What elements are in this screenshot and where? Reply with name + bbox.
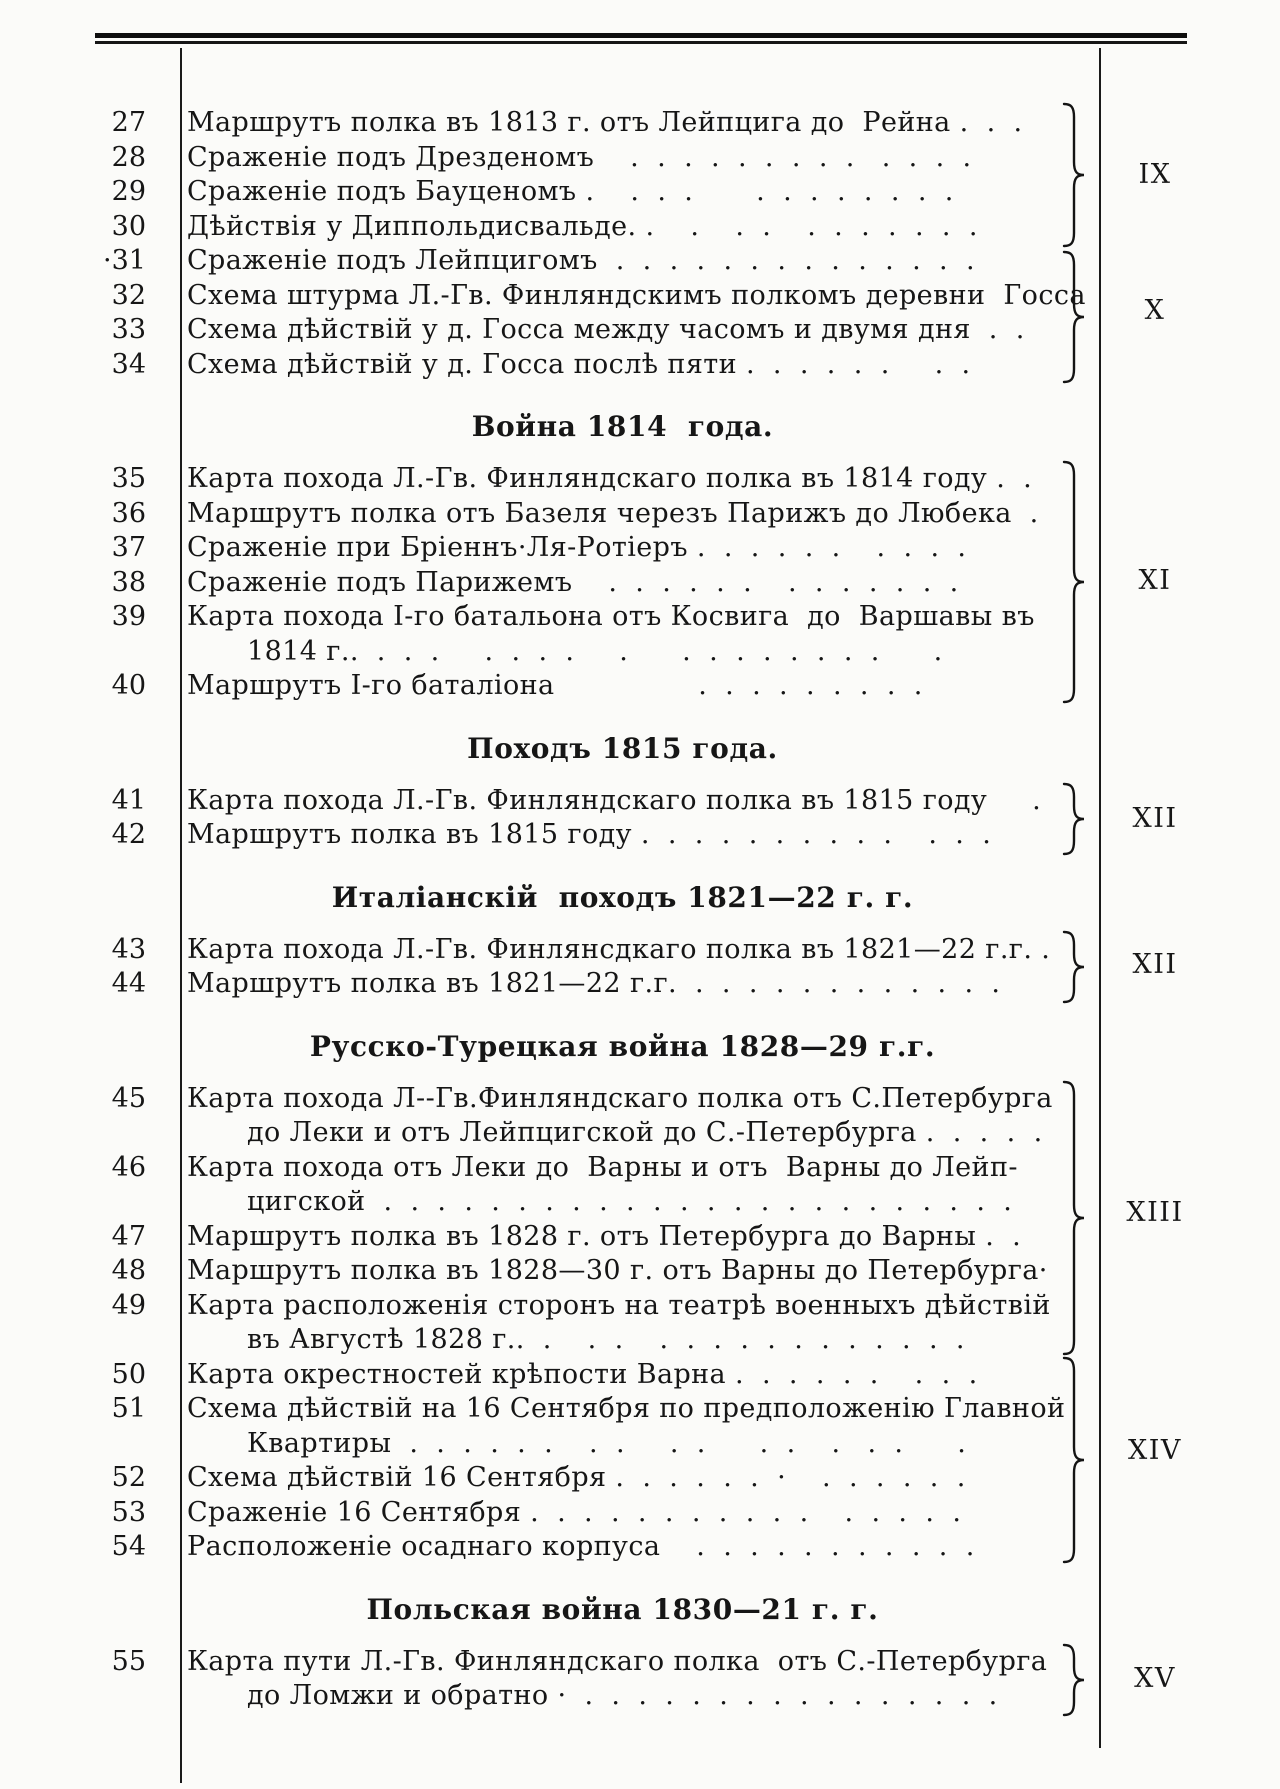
group-brace-ix bbox=[1060, 102, 1086, 248]
toc-entry-text: Дѣйствія у Диппольдисвальде. . . . . . . . . . . . bbox=[187, 211, 978, 242]
toc-row bbox=[0, 1083, 1280, 1117]
toc-entry-text: Сраженіе подъ Бауценомъ . . . . . . . . . . . . bbox=[187, 176, 954, 207]
toc-row bbox=[0, 142, 1280, 176]
top-double-rule-upper bbox=[95, 33, 1187, 38]
toc-entry-text: Маршрутъ полка въ 1813 г. отъ Лейпцига до Рейна . . . bbox=[187, 107, 1023, 138]
toc-row bbox=[0, 1359, 1280, 1393]
toc-row bbox=[0, 1221, 1280, 1255]
toc-row bbox=[0, 280, 1280, 314]
toc-row bbox=[0, 349, 1280, 383]
toc-entry-text: Расположеніе осаднаго корпуса . . . . . . . . . . . bbox=[187, 1531, 975, 1562]
toc-entry-text: Сраженіе при Бріеннъ·Ля-Ротіеръ . . . . . . . . . . bbox=[187, 532, 967, 563]
plate-number: 27 bbox=[111, 107, 146, 138]
plate-number: 35 bbox=[111, 463, 146, 494]
plate-number: 40 bbox=[111, 670, 146, 701]
toc-entry-text: Маршрутъ полка отъ Базеля черезъ Парижъ до Любека . bbox=[187, 498, 1039, 529]
toc-entry-text: Маршрутъ полка въ 1821—22 г.г. . . . . . . . . . . . . bbox=[187, 968, 1001, 999]
toc-entry-text: Карта похода отъ Леки до Варны и отъ Варны до Лейп- bbox=[187, 1152, 1018, 1183]
page-roman-numeral: XI bbox=[1138, 565, 1172, 596]
plate-number: 32 bbox=[111, 280, 146, 311]
group-brace-xii-2 bbox=[1060, 930, 1086, 1004]
toc-entry-text: Схема дѣйствій у д. Госса послѣ пяти . . . . . . . . bbox=[187, 349, 971, 380]
toc-row bbox=[0, 245, 1280, 279]
toc-row bbox=[0, 1497, 1280, 1531]
toc-row bbox=[0, 1290, 1280, 1324]
toc-row bbox=[0, 1117, 1280, 1151]
toc-entry-text: Маршрутъ полка въ 1828—30 г. отъ Варны до Петербурга· bbox=[187, 1255, 1048, 1286]
group-brace-xiv bbox=[1060, 1356, 1086, 1564]
toc-entry-text: Карта расположенія сторонъ на театрѣ военныхъ дѣйствій bbox=[187, 1290, 1051, 1321]
toc-row bbox=[0, 176, 1280, 210]
plate-number: 48 bbox=[111, 1255, 146, 1286]
plate-number: 30 bbox=[111, 211, 146, 242]
page-roman-numeral: XIV bbox=[1128, 1435, 1182, 1466]
plate-number: 52 bbox=[111, 1462, 146, 1493]
group-brace-xi bbox=[1060, 460, 1086, 704]
toc-row bbox=[0, 601, 1280, 635]
toc-entry-text: Карта похода Л.-Гв. Финляндскаго полка въ 1815 году . bbox=[187, 785, 1042, 816]
toc-row bbox=[0, 1462, 1280, 1496]
toc-row bbox=[0, 1646, 1280, 1680]
toc-entry-text: Карта окрестностей крѣпости Варна . . . . . . . . . bbox=[187, 1359, 978, 1390]
plate-number: 33 bbox=[111, 314, 146, 345]
toc-row bbox=[0, 1531, 1280, 1565]
toc-entry-text: Сраженіе подъ Лейпцигомъ . . . . . . . . . . . . . . bbox=[187, 245, 975, 276]
plate-number: 38 bbox=[111, 567, 146, 598]
toc-entry-text: Маршрутъ I-го баталіона . . . . . . . . . bbox=[187, 670, 923, 701]
plate-number: 34 bbox=[111, 349, 146, 380]
toc-entry-text: Сраженіе подъ Дрезденомъ . . . . . . . . . . . . . bbox=[187, 142, 972, 173]
toc-entry-text: Схема штурма Л.-Гв. Финляндскимъ полкомъ деревни Госса bbox=[187, 280, 1086, 311]
page-roman-numeral: XII bbox=[1132, 803, 1178, 834]
plate-number: 45 bbox=[111, 1083, 146, 1114]
toc-entry-text: Карта похода Л--Гв.Финляндскаго полка отъ С.Петербурга bbox=[187, 1083, 1053, 1114]
toc-row bbox=[0, 1428, 1280, 1462]
toc-entry-text: цигской . . . . . . . . . . . . . . . . . . . . . . . . bbox=[247, 1186, 1013, 1217]
page-roman-numeral: XV bbox=[1134, 1663, 1176, 1694]
toc-row bbox=[0, 670, 1280, 704]
plate-number: ·31 bbox=[103, 245, 146, 276]
toc-row bbox=[0, 1680, 1280, 1714]
toc-row bbox=[0, 636, 1280, 670]
toc-row bbox=[0, 498, 1280, 532]
plate-number: 37 bbox=[111, 532, 146, 563]
toc-row bbox=[0, 463, 1280, 497]
toc-row bbox=[0, 785, 1280, 819]
toc-row bbox=[0, 1255, 1280, 1289]
section-heading: Походъ 1815 года. bbox=[467, 732, 778, 765]
toc-entry-text: Карта похода I-го батальона отъ Косвига до Варшавы въ bbox=[187, 601, 1035, 632]
plate-number: 51 bbox=[111, 1393, 146, 1424]
section-heading: Война 1814 года. bbox=[471, 410, 774, 443]
plate-number: 44 bbox=[111, 968, 146, 999]
toc-row bbox=[0, 1324, 1280, 1358]
top-double-rule-lower bbox=[95, 41, 1187, 44]
page-roman-numeral: IX bbox=[1138, 159, 1172, 190]
plate-number: 36 bbox=[111, 498, 146, 529]
toc-row bbox=[0, 314, 1280, 348]
plate-number: 39 bbox=[111, 601, 146, 632]
section-heading: Русско-Турецкая война 1828—29 г.г. bbox=[309, 1030, 936, 1063]
toc-entry-text: Карта похода Л.-Гв. Финляндскаго полка въ 1814 году . . bbox=[187, 463, 1033, 494]
toc-entry-text: Маршрутъ полка въ 1828 г. отъ Петербурга до Варны . . bbox=[187, 1221, 1022, 1252]
plate-number: 47 bbox=[111, 1221, 146, 1252]
group-brace-xv bbox=[1060, 1643, 1086, 1717]
toc-entry-text: Маршрутъ полка въ 1815 году . . . . . . . . . . . . . bbox=[187, 819, 992, 850]
toc-entry-text: Карта похода Л.-Гв. Финлянсдкаго полка въ 1821—22 г.г. . bbox=[187, 934, 1051, 965]
toc-row bbox=[0, 107, 1280, 141]
group-brace-xii bbox=[1060, 782, 1086, 856]
toc-entry-text: Квартиры . . . . . . . . . . . . . . . . bbox=[247, 1428, 967, 1459]
toc-entry-text: до Леки и отъ Лейпцигской до С.-Петербурга . . . . . bbox=[247, 1117, 1043, 1148]
section-heading: Италіанскій походъ 1821—22 г. г. bbox=[331, 881, 914, 914]
plate-number: 41 bbox=[111, 785, 146, 816]
toc-row bbox=[0, 567, 1280, 601]
plate-number: 28 bbox=[111, 142, 146, 173]
plate-number: 53 bbox=[111, 1497, 146, 1528]
toc-row bbox=[0, 819, 1280, 853]
page-roman-numeral: XII bbox=[1132, 949, 1178, 980]
toc-row bbox=[0, 1152, 1280, 1186]
page-roman-numeral: X bbox=[1144, 295, 1166, 326]
toc-entry-text: въ Августѣ 1828 г.. . . . . . . . . . . . . . . . bbox=[247, 1324, 965, 1355]
plate-number: 42 bbox=[111, 819, 146, 850]
plate-number: 54 bbox=[111, 1531, 146, 1562]
group-brace-xiii bbox=[1060, 1080, 1086, 1356]
toc-entry-text: 1814 г.. . . . . . . . . . . . . . . . . . bbox=[247, 636, 943, 667]
toc-entry-text: Сраженіе подъ Парижемъ . . . . . . . . . . . . . bbox=[187, 567, 959, 598]
plate-number: 29 bbox=[111, 176, 146, 207]
page-roman-numeral: XIII bbox=[1126, 1197, 1184, 1228]
toc-entry-text: Схема дѣйствій 16 Сентября . . . . . . · . . . . . . bbox=[187, 1462, 966, 1493]
plate-number: 50 bbox=[111, 1359, 146, 1390]
plate-number: 43 bbox=[111, 934, 146, 965]
toc-entry-text: Сраженіе 16 Сентября . . . . . . . . . . . . . . . . bbox=[187, 1497, 962, 1528]
toc-row bbox=[0, 934, 1280, 968]
toc-row bbox=[0, 1393, 1280, 1427]
plate-number: 49 bbox=[111, 1290, 146, 1321]
plate-number: 46 bbox=[111, 1152, 146, 1183]
plate-number: 55 bbox=[111, 1646, 146, 1677]
toc-row bbox=[0, 532, 1280, 566]
toc-entry-text: Карта пути Л.-Гв. Финляндскаго полка отъ С.-Петербурга bbox=[187, 1646, 1048, 1677]
section-heading: Польская война 1830—21 г. г. bbox=[366, 1593, 879, 1626]
toc-entry-text: до Ломжи и обратно · . . . . . . . . . . . . . . . . bbox=[247, 1680, 998, 1711]
toc-entry-text: Схема дѣйствій на 16 Сентября по предположенію Главной bbox=[187, 1393, 1066, 1424]
toc-row bbox=[0, 1186, 1280, 1220]
toc-row bbox=[0, 968, 1280, 1002]
group-brace-x bbox=[1060, 250, 1086, 384]
toc-entry-text: Схема дѣйствій у д. Госса между часомъ и двумя дня . . bbox=[187, 314, 1025, 345]
toc-row bbox=[0, 211, 1280, 245]
